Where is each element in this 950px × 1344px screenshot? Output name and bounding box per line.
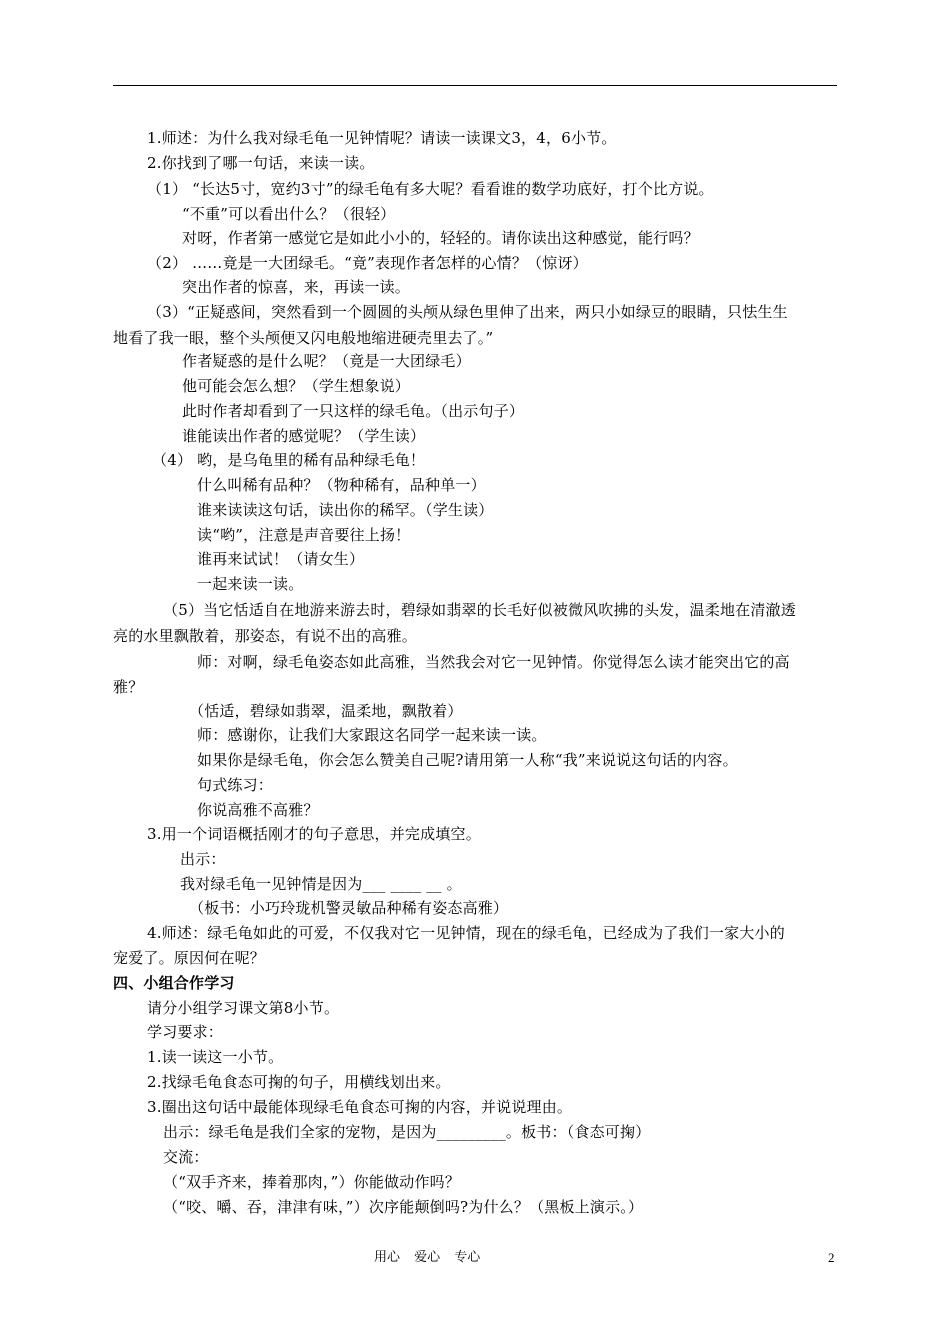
text-line: 谁能读出作者的感觉呢？（学生读） [182,427,426,445]
text-line: 作者疑惑的是什么呢？（竟是一大团绿毛） [182,352,471,370]
text-line: 谁再来试试！（请女生） [197,550,365,568]
header-rule [113,85,837,86]
text-line: （恬适，碧绿如翡翠，温柔地，飘散着） [189,702,463,720]
text-line: 2.找绿毛龟食态可掬的句子，用横线划出来。 [147,1073,451,1091]
text-line: （板书：小巧玲珑机警灵敏品种稀有姿态高雅） [189,899,509,917]
text-line: 1.读一读这一小节。 [147,1048,284,1066]
text-line: 师：感谢你，让我们大家跟这名同学一起来读一读。 [197,726,547,744]
text-line: 读“哟”，注意是声音要往上扬！ [197,526,411,544]
text-line: （1） “长达5寸，宽约3寸”的绿毛龟有多大呢？看看谁的数学功底好，打个比方说。 [147,180,714,198]
text-line: 地看了我一眼，整个头颅便又闪电般地缩进硬壳里去了。” [113,329,494,347]
text-line: 他可能会怎么想？（学生想象说） [182,377,411,395]
text-line: 出示：绿毛龟是我们全家的宠物，是因为_________。板书：（食态可掬） [163,1123,651,1141]
text-line: “不重”可以看出什么？（很轻） [182,205,396,223]
text-line: （2） ……竟是一大团绿毛。“竟”表现作者怎样的心情？（惊讶） [147,254,588,272]
text-line: 亮的水里飘散着，那姿态，有说不出的高雅。 [113,627,418,645]
text-line: （“咬、嚼、吞，津津有味，”）次序能颠倒吗?为什么？（黑板上演示。） [163,1198,644,1216]
text-line: 交流： [163,1148,209,1166]
text-line: 什么叫稀有品种？（物种稀有，品种单一） [197,476,486,494]
text-line: 请分小组学习课文第8小节。 [147,999,340,1017]
text-line: （“双手齐来，捧着那肉，”）你能做动作吗？ [163,1173,461,1191]
text-line: 此时作者却看到了一只这样的绿毛龟。（出示句子） [182,402,525,420]
text-line: 出示： [180,850,226,868]
text-line: （3）“正疑惑间，突然看到一个圆圆的头颅从绿色里伸了出来，两只小如绿豆的眼睛，只怯生生 [147,303,788,321]
text-line: 雅？ [113,678,144,696]
text-line: 4.师述：绿毛龟如此的可爱，不仅我对它一见钟情，现在的绿毛龟，已经成为了我们一家大小的 [147,924,785,942]
text-line: 谁来读读这句话，读出你的稀罕。（学生读） [197,501,494,519]
text-line: 宠爱了。原因何在呢？ [113,949,266,967]
section-heading: 四、小组合作学习 [113,974,235,992]
text-line: 3.圈出这句话中最能体现绿毛龟食态可掬的内容，并说说理由。 [147,1098,573,1116]
text-line: 句式练习： [197,776,274,794]
text-line: 突出作者的惊喜，来，再读一读。 [182,278,411,296]
footer-text: 用心 爱心 专心 [374,1250,481,1265]
text-line: （5）当它恬适自在地游来游去时，碧绿如翡翠的长毛好似被微风吹拂的头发，温柔地在清澈透 [163,601,796,619]
text-line: 我对绿毛龟一见钟情是因为___ ____ __ 。 [180,875,462,893]
text-line: 3.用一个词语概括刚才的句子意思，并完成填空。 [147,825,481,843]
text-line: 2.你找到了哪一句话，来读一读。 [147,154,375,172]
text-line: 师：对啊，绿毛龟姿态如此高雅，当然我会对它一见钟情。你觉得怎么读才能突出它的高 [197,653,790,671]
text-line: 学习要求： [147,1023,224,1041]
page-number: 2 [828,1250,835,1265]
text-line: 对呀，作者第一感觉它是如此小小的，轻轻的。请你读出这种感觉，能行吗？ [182,229,699,247]
text-line: 如果你是绿毛龟，你会怎么赞美自己呢?请用第一人称“我”来说说这句话的内容。 [197,751,738,769]
text-line: 你说高雅不高雅？ [197,801,319,819]
text-line: 一起来读一读。 [197,575,304,593]
text-line: 1.师述：为什么我对绿毛龟一见钟情呢？请读一读课文3，4，6小节。 [147,129,617,147]
text-line: （4） 哟，是乌龟里的稀有品种绿毛龟！ [152,451,426,469]
